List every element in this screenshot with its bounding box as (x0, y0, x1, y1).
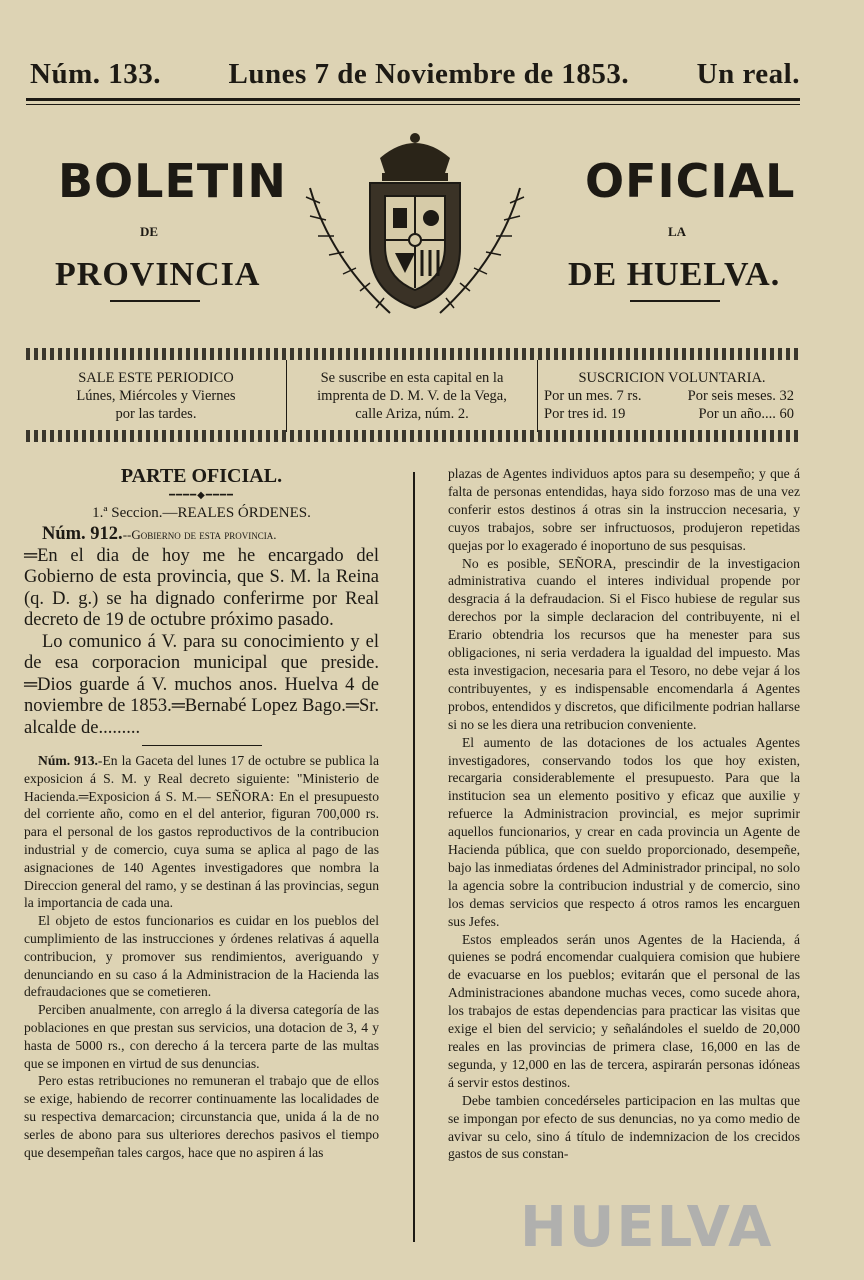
paragraph: plazas de Agentes individuos aptos para su desempeño; y que á falta de personas entendidas, haya sido forzoso mas de una vez conferir estos destinos á otras sin la instruccion necesaria, y cuyos trabajos, sobre ser infructuosos, produjeron repetidas quejas por lo exagerado é inoportuno de sus pesquisas. (448, 466, 800, 553)
divider (142, 745, 262, 746)
decree-912-heading (24, 524, 379, 546)
subscription-info (26, 360, 800, 432)
title-de: DE (140, 224, 159, 239)
masthead-rule (26, 98, 800, 101)
subscription-place (287, 360, 538, 432)
title-swash-right (630, 300, 720, 302)
issue-price: Un real. (696, 58, 800, 90)
price-year: Por un año.... 60 (698, 406, 795, 422)
paragraph (24, 752, 379, 912)
section-heading: PARTE OFICIAL. (120, 465, 283, 487)
section-title: 1.ª Seccion.—REALES ÓRDENES. (92, 505, 311, 521)
paragraph: No es posible, SEÑORA, prescindir de la investigacion administrativa cuando el interes individual propende por desgracia á la defraudacion. Si el Fisco hubiese de regular sus derechos por la simple declaracion del contribuyente, ni el Erario obtendria los recursos que ha menester para sus obligaciones, ni seria verdadera la igualdad del impuesto. Mas esta investigacion, necesaria para el Tesoro, no debe vejar á los contribuyentes, y es indispensable encomendarla á Agentes probos, entendidos y discretos, que dificilmente podrian hallarse si no se les diera una retribucion conveniente. (448, 555, 800, 732)
price-three-months: Por tres id. 19 (544, 406, 626, 422)
publication-schedule (26, 360, 287, 432)
paragraph: ═En el dia de hoy me he encargado del Gobierno de esta provincia, que S. M. la Reina (q. D. g.) se ha dignado conferirme por Real decreto de 19 de octubre próximo pasado. (24, 545, 379, 630)
title-swash-left (110, 300, 200, 302)
archive-watermark: HUELVA (520, 1195, 774, 1260)
coat-of-arms-icon (290, 128, 540, 328)
price-six-months: Por seis meses. 32 (687, 388, 795, 404)
decree-number: Núm. 913. (38, 753, 98, 768)
title-la: LA (668, 224, 687, 239)
schedule-line: por las tardes. (115, 406, 197, 422)
paragraph: Pero estas retribuciones no remuneran el trabajo que de ellos se exige, habiendo de recorrer continuamente las localidades de su respectiva demarcacion; circunstancia que, unida á la de no serles de abono para sus ulteriores derechos pasivos el tiempo que desempeñan tales cargos, hace que no aspiren á las (24, 1073, 379, 1160)
decree-title: --Gobierno de esta provincia. (122, 527, 277, 542)
subscription-prices (538, 360, 800, 432)
title-provincia: PROVINCIA (55, 256, 261, 293)
left-column (24, 465, 379, 1161)
price-row (544, 405, 800, 423)
ornamental-border-bottom (26, 430, 800, 442)
paragraph: Debe tambien concedérseles participacion en las multas que se impongan por efecto de sus denuncias, no ya como medio de avivar su celo, sino á título de indemnizacion de los crecidos gastos de sus constan- (448, 1092, 800, 1162)
prices-title: SUSCRICION VOLUNTARIA. (578, 370, 766, 386)
paragraph: Perciben anualmente, con arreglo á la diversa categoría de las poblaciones en que prestan sus servicios, una dotacion de 3, 4 y hasta de 5000 rs., con derecho á la tercera parte de las multas que se imponen en virtud de sus denuncias. (24, 1002, 379, 1071)
issue-number: Núm. 133. (30, 58, 161, 90)
schedule-line: SALE ESTE PERIODICO (78, 370, 234, 386)
right-column (448, 465, 800, 1163)
paragraph: Lo comunico á V. para su conocimiento y el de esa corporacion municipal que preside. ═Dios guarde á V. muchos anos. Huelva 4 de noviembre de 1853.═Bernabé Lopez Bago.═Sr. alcalde de......... (24, 631, 379, 738)
schedule-line: Lúnes, Miércoles y Viernes (76, 388, 236, 404)
title-oficial: OFICIAL (585, 154, 796, 208)
paragraph: El objeto de estos funcionarios es cuidar en los pueblos del cumplimiento de las instrucciones y órdenes relativas á aquella contribucion, y promover sus rendimientos, averiguando y denunciando en su caso á la Administracion de la Hacienda las defraudaciones que se cometieren. (24, 913, 379, 1000)
place-line: calle Ariza, núm. 2. (355, 406, 469, 422)
place-line: imprenta de D. M. V. de la Vega, (317, 388, 507, 404)
masthead-rule-thin (26, 104, 800, 105)
ornamental-border-top (26, 348, 800, 360)
price-month: Por un mes. 7 rs. (544, 388, 642, 404)
ornament-divider: ━━━━◆━━━━ (169, 490, 234, 501)
decree-text: -En la Gaceta del lunes 17 de octubre se publica la exposicion á S. M. y Real decreto siguiente: "Ministerio de Hacienda.═Exposicion á S. M.— SEÑORA: En el presupuesto del corriente año, como en el del anterior, figuran 700,000 rs. para el personal de los gastos reproductivos de la contribucion industrial y de comercio, cuya suma se aplica al pago de las asignaciones de 140 Agentes investigadores que nombra la Direccion general del ramo, y se destinan á las provincias, segun la importancia de cada una. (24, 753, 379, 911)
paragraph: El aumento de las dotaciones de los actuales Agentes investigadores, conservando todos los que hoy existen, recargaria considerablemente el presupuesto. Para que la institucion sea un elemento positivo y eficaz que auxilie y refuerce la Administracion provincial, es mejor suprimir aquellos funcionarios, y crear en cada provincia un Agente de Hacienda pública, que con sueldo proporcionado, desempeñe, bajo las inmediatas órdenes del Administrador principal, no solo la agencia sobre la contribucion industrial y de comercio, sino los demas servicios que respecto á otros ramos les encarguen sus Jefes. (448, 734, 800, 929)
title-de-huelva: DE HUELVA. (568, 256, 781, 293)
decree-number: Núm. 912. (42, 524, 123, 544)
place-line: Se suscribe en esta capital en la (320, 370, 504, 386)
paragraph: Estos empleados serán unos Agentes de la Hacienda, á quienes se podrá encomendar cualquiera comision que hubiere de evacuarse en los pueblos; evitarán que el personal de las Administraciones abandone muchas veces, como sucede ahora, los trabajos de estas dependencias para practicar las visitas que exige el bien del servicio; y señalándoles el sueldo de 20,000 reales en las provincias de primera clase, 16,000 en las de segunda, y 12,000 en las de tercera, aspirarán personas idóneas á servir estos destinos. (448, 931, 800, 1090)
issue-date: Lunes 7 de Noviembre de 1853. (228, 58, 630, 90)
title-boletin: BOLETIN (58, 154, 287, 208)
column-divider (413, 472, 415, 1242)
price-row (544, 387, 800, 405)
masthead (30, 58, 800, 91)
